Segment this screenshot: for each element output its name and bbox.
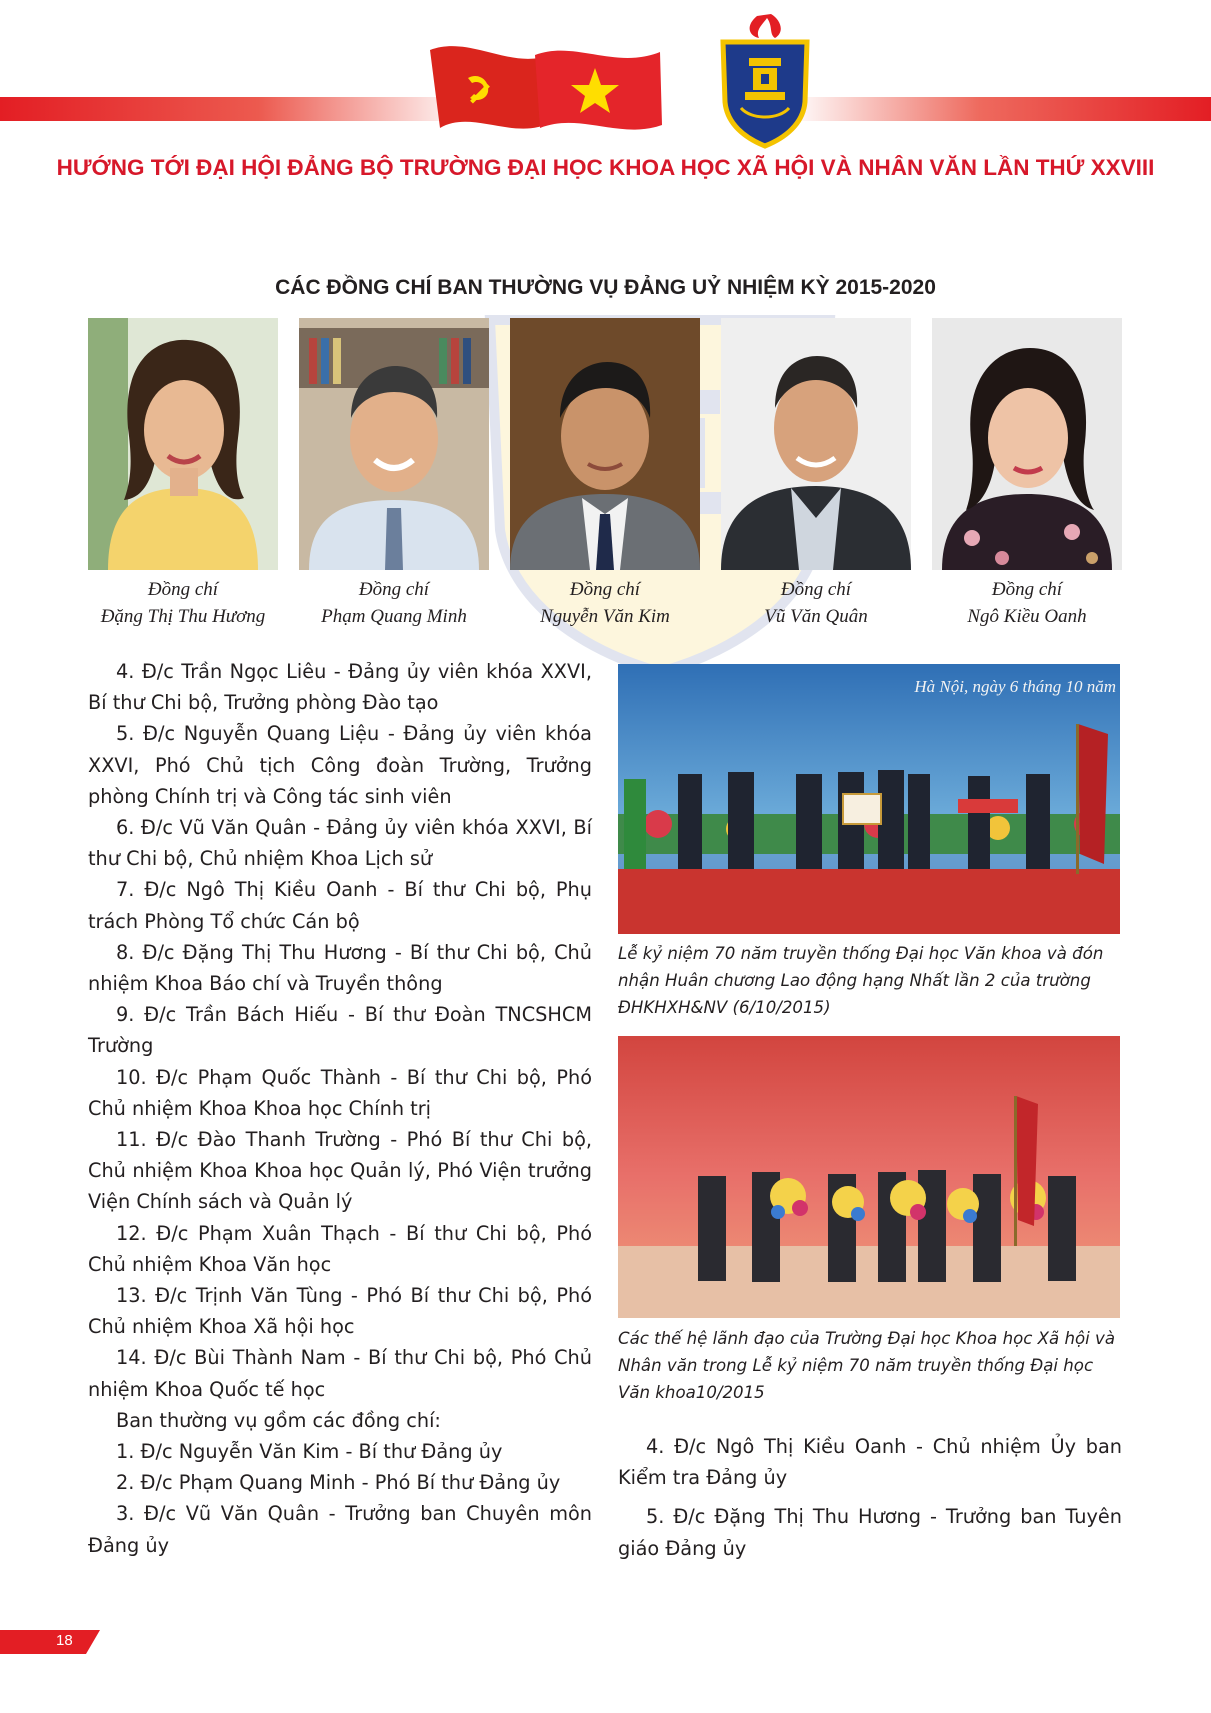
portrait-caption-prefix: Đồng chí: [991, 579, 1063, 600]
member-list-item: 5. Đ/c Đặng Thị Thu Hương - Trưởng ban Tuyên giáo Đảng ủy: [618, 1505, 1122, 1560]
portrait-caption-name: Nguyễn Văn Kim: [540, 606, 670, 627]
member-list-item: 14. Đ/c Bùi Thành Nam - Bí thư Chi bộ, Phó Chủ nhiệm Khoa Quốc tế học: [88, 1346, 592, 1401]
header-red-bar-right: [790, 97, 1211, 121]
portrait-photo: [721, 318, 911, 570]
member-list-item: 2. Đ/c Phạm Quang Minh - Phó Bí thư Đảng ủy: [116, 1471, 561, 1495]
member-list-item: 10. Đ/c Phạm Quốc Thành - Bí thư Chi bộ, Phó Chủ nhiệm Khoa Khoa học Chính trị: [88, 1065, 592, 1120]
portrait-caption: [500, 576, 710, 630]
portrait-photo: [299, 318, 489, 570]
member-list-item: 3. Đ/c Vũ Văn Quân - Trưởng ban Chuyên môn Đảng ủy: [88, 1502, 592, 1557]
portrait-caption-name: Vũ Văn Quân: [764, 606, 868, 627]
member-list: [88, 656, 592, 1561]
header-red-bar-left: [0, 97, 470, 121]
page-number-tab: [0, 1630, 100, 1654]
portrait-caption: [922, 576, 1132, 630]
leaders-photo-caption: Các thế hệ lãnh đạo của Trường Đại học Khoa học Xã hội và Nhân văn trong Lễ kỷ niệm 70 năm truyền thống Đại học Văn khoa10/2015: [618, 1329, 1116, 1402]
header-title: HƯỚNG TỚI ĐẠI HỘI ĐẢNG BỘ TRƯỜNG ĐẠI HỌC KHOA HỌC XÃ HỘI VÀ NHÂN VĂN LẦN THỨ XXVIII: [56, 155, 1155, 180]
standing-committee-heading: Ban thường vụ gồm các đồng chí:: [116, 1408, 441, 1432]
portrait-caption: [289, 576, 499, 630]
portrait-caption-prefix: Đồng chí: [780, 579, 852, 600]
page-number: 18: [56, 1632, 73, 1649]
standing-committee-list-continued: [618, 1431, 1122, 1572]
portrait-caption-prefix: Đồng chí: [147, 579, 219, 600]
member-list-item: 9. Đ/c Trần Bách Hiếu - Bí thư Đoàn TNCSHCM Trường: [88, 1003, 592, 1058]
member-list-item: 6. Đ/c Vũ Văn Quân - Đảng ủy viên khóa XXVI, Bí thư Chi bộ, Chủ nhiệm Khoa Lịch sử: [88, 816, 592, 871]
portrait-caption-name: Ngô Kiều Oanh: [967, 606, 1087, 627]
member-list-item: 4. Đ/c Ngô Thị Kiều Oanh - Chủ nhiệm Ủy ban Kiểm tra Đảng ủy: [618, 1435, 1122, 1490]
leaders-photo: [618, 1036, 1120, 1318]
member-list-item: 11. Đ/c Đào Thanh Trường - Phó Bí thư Chi bộ, Chủ nhiệm Khoa Khoa học Quản lý, Phó Viện trưởng Viện Chính sách và Quản lý: [88, 1128, 592, 1214]
member-list-item: 8. Đ/c Đặng Thị Thu Hương - Bí thư Chi bộ, Chủ nhiệm Khoa Báo chí và Truyền thông: [88, 940, 592, 996]
member-list-item: 12. Đ/c Phạm Xuân Thạch - Bí thư Chi bộ, Phó Chủ nhiệm Khoa Văn học: [88, 1221, 592, 1276]
portrait-photo: [88, 318, 278, 570]
portrait-caption: [78, 576, 288, 630]
university-emblem-logo: [715, 12, 815, 152]
portrait-caption-name: Phạm Quang Minh: [321, 606, 467, 627]
member-list-item: 4. Đ/c Trần Ngọc Liêu - Đảng ủy viên khóa XXVI, Bí thư Chi bộ, Trưởng phòng Đào tạo: [88, 660, 592, 715]
ceremony-photo: [618, 664, 1120, 934]
portrait-photo: [932, 318, 1122, 570]
ceremony-banner-text: Hà Nội, ngày 6 tháng 10 năm: [914, 677, 1116, 696]
portrait-caption-name: Đặng Thị Thu Hương: [100, 606, 266, 627]
portrait-caption-prefix: Đồng chí: [569, 579, 641, 600]
portrait-photo: [510, 318, 700, 570]
member-list-item: 1. Đ/c Nguyễn Văn Kim - Bí thư Đảng ủy: [116, 1440, 503, 1464]
portrait-caption-prefix: Đồng chí: [358, 579, 430, 600]
section-title: CÁC ĐỒNG CHÍ BAN THƯỜNG VỤ ĐẢNG UỶ NHIỆM KỲ 2015-2020: [275, 276, 936, 299]
party-and-national-flags: [430, 30, 670, 150]
member-list-item: 7. Đ/c Ngô Thị Kiều Oanh - Bí thư Chi bộ, Phụ trách Phòng Tổ chức Cán bộ: [88, 878, 592, 933]
ceremony-photo-caption: Lễ kỷ niệm 70 năm truyền thống Đại học Văn khoa và đón nhận Huân chương Lao động hạng Nhất lần 2 của trường ĐHKHXH&NV (6/10/2015): [618, 944, 1104, 1017]
member-list-item: 13. Đ/c Trịnh Văn Tùng - Phó Bí thư Chi bộ, Phó Chủ nhiệm Khoa Xã hội học: [88, 1284, 592, 1339]
portrait-caption: [711, 576, 921, 630]
member-list-item: 5. Đ/c Nguyễn Quang Liệu - Đảng ủy viên khóa XXVI, Phó Chủ tịch Công đoàn Trường, Trưởng phòng Chính trị và Công tác sinh viên: [88, 722, 592, 808]
